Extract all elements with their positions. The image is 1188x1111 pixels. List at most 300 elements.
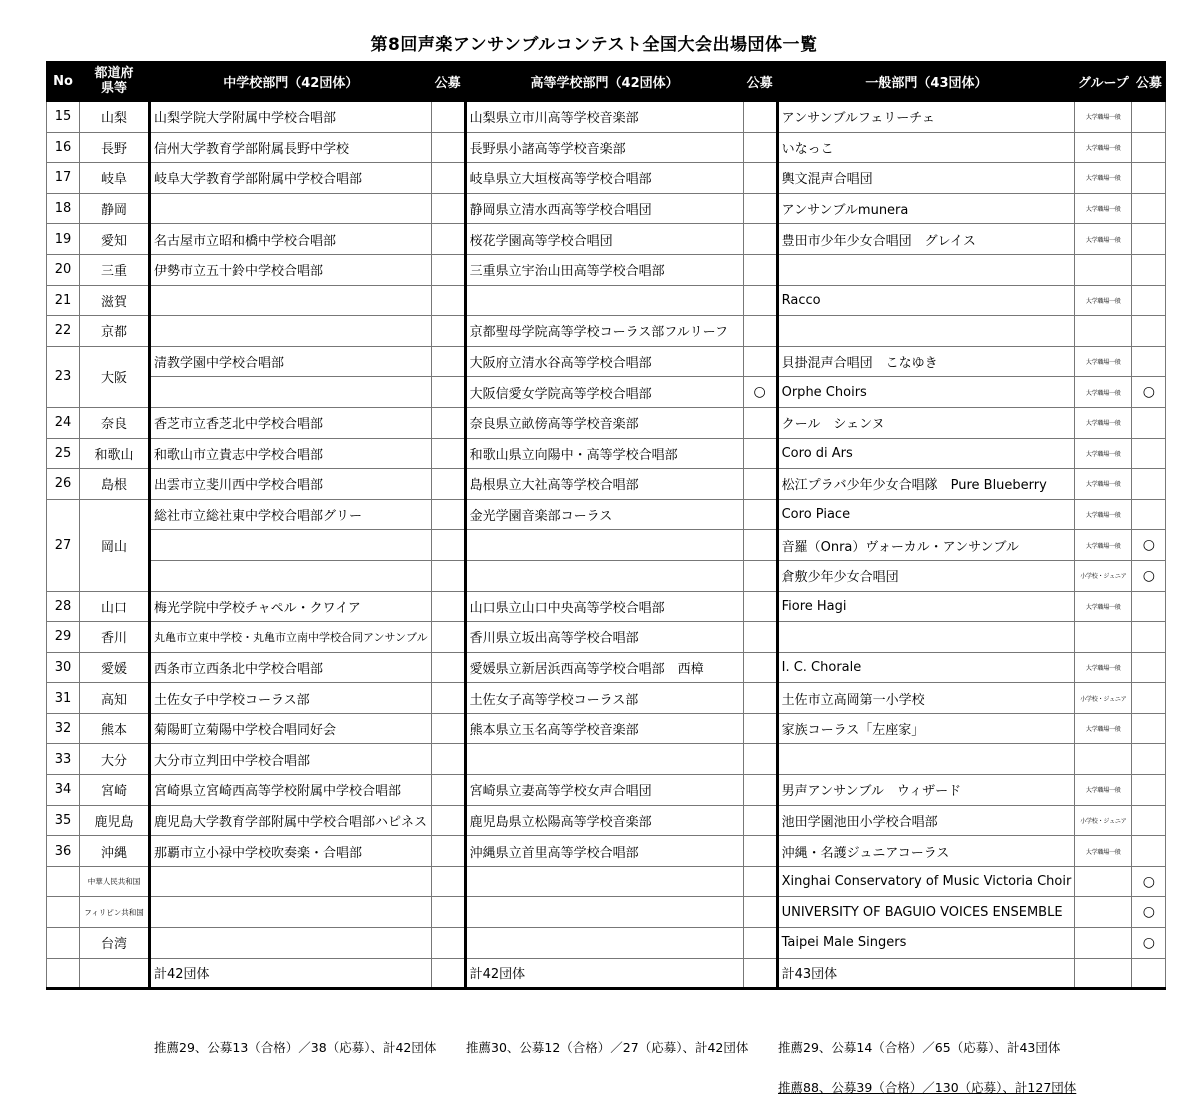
prefecture: 岡山: [80, 499, 150, 591]
high-open-mark: [743, 775, 777, 806]
prefecture: 宮崎: [80, 775, 150, 806]
high-open-mark: [743, 438, 777, 469]
table-row: [47, 622, 1166, 653]
prefecture: [80, 958, 150, 989]
group-category: 大学職場一般: [1075, 530, 1132, 561]
general-open-mark: [1132, 438, 1166, 469]
general-entry: 豊田市少年少女合唱団 グレイス: [777, 224, 1075, 255]
middle-open-mark: [431, 407, 465, 438]
prefecture: 高知: [80, 683, 150, 714]
row-number: 22: [47, 316, 80, 347]
high-open-mark: [743, 897, 777, 928]
general-open-mark: [1132, 346, 1166, 377]
table-row: [47, 163, 1166, 194]
table-row: [47, 102, 1166, 133]
general-entry: Coro di Ars: [777, 438, 1075, 469]
middle-open-mark: [431, 683, 465, 714]
row-number: 18: [47, 193, 80, 224]
high-open-mark: [743, 591, 777, 622]
middle-school-entry: 土佐女子中学校コーラス部: [150, 683, 432, 714]
row-number: 25: [47, 438, 80, 469]
row-number: 16: [47, 132, 80, 163]
summary-middle: 推薦29、公募13（合格）／38（応募）、計42団体: [154, 1040, 437, 1055]
general-entry: 倉敷少年少女合唱団: [777, 560, 1075, 591]
high-school-entry: [465, 530, 743, 561]
general-entry: 輿文混声合唱団: [777, 163, 1075, 194]
group-category: [1075, 958, 1132, 989]
header-pref: [80, 62, 150, 102]
row-number: 32: [47, 713, 80, 744]
group-category: 小学校・ジュニア: [1075, 805, 1132, 836]
row-number: 29: [47, 622, 80, 653]
high-school-entry: [465, 285, 743, 316]
group-category: 大学職場一般: [1075, 285, 1132, 316]
middle-open-mark: [431, 958, 465, 989]
table-row: [47, 652, 1166, 683]
prefecture: 長野: [80, 132, 150, 163]
row-number: 30: [47, 652, 80, 683]
table-row: [47, 530, 1166, 561]
high-school-entry: 山梨県立市川高等学校音楽部: [465, 102, 743, 133]
group-category: 大学職場一般: [1075, 713, 1132, 744]
prefecture: 静岡: [80, 193, 150, 224]
table-row: [47, 132, 1166, 163]
general-open-mark: [1132, 102, 1166, 133]
general-open-mark: [1132, 958, 1166, 989]
middle-open-mark: [431, 713, 465, 744]
high-open-mark: [743, 102, 777, 133]
general-open-mark: ○: [1132, 866, 1166, 897]
middle-open-mark: [431, 622, 465, 653]
high-open-mark: [743, 713, 777, 744]
middle-school-entry: 宮崎県立宮崎西高等学校附属中学校合唱部: [150, 775, 432, 806]
middle-open-mark: [431, 254, 465, 285]
high-open-mark: [743, 224, 777, 255]
general-entry: Fiore Hagi: [777, 591, 1075, 622]
group-category: 大学職場一般: [1075, 346, 1132, 377]
prefecture: 鹿児島: [80, 805, 150, 836]
middle-school-entry: 出雲市立斐川西中学校合唱部: [150, 469, 432, 500]
general-entry: アンサンブルフェリーチェ: [777, 102, 1075, 133]
prefecture: 台湾: [80, 928, 150, 959]
header-middle-open: 公募: [431, 62, 465, 102]
header-general-open: 公募: [1132, 62, 1166, 102]
table-row: [47, 224, 1166, 255]
general-open-mark: ○: [1132, 377, 1166, 408]
high-open-mark: [743, 285, 777, 316]
high-school-entry: 山口県立山口中央高等学校合唱部: [465, 591, 743, 622]
middle-open-mark: [431, 897, 465, 928]
high-school-entry: 香川県立坂出高等学校合唱部: [465, 622, 743, 653]
general-entry: 土佐市立高岡第一小学校: [777, 683, 1075, 714]
high-school-entry: 愛媛県立新居浜西高等学校合唱部 西樟: [465, 652, 743, 683]
middle-school-entry: [150, 377, 432, 408]
header-middle: 中学校部門（42団体）: [150, 62, 432, 102]
general-open-mark: [1132, 591, 1166, 622]
row-number: 23: [47, 346, 80, 407]
table-row: [47, 469, 1166, 500]
general-entry: Racco: [777, 285, 1075, 316]
group-category: 大学職場一般: [1075, 102, 1132, 133]
row-number: 19: [47, 224, 80, 255]
general-entry: 松江プラバ少年少女合唱隊 Pure Blueberry: [777, 469, 1075, 500]
general-open-mark: [1132, 316, 1166, 347]
high-open-mark: [743, 744, 777, 775]
middle-school-entry: [150, 316, 432, 347]
middle-school-entry: [150, 193, 432, 224]
group-category: 大学職場一般: [1075, 224, 1132, 255]
row-number: [47, 897, 80, 928]
general-open-mark: [1132, 683, 1166, 714]
row-number: 21: [47, 285, 80, 316]
high-open-mark: [743, 469, 777, 500]
general-entry: 計43団体: [777, 958, 1075, 989]
group-category: 大学職場一般: [1075, 193, 1132, 224]
table-row: [47, 591, 1166, 622]
middle-open-mark: [431, 744, 465, 775]
group-category: 大学職場一般: [1075, 438, 1132, 469]
high-school-entry: [465, 866, 743, 897]
general-open-mark: [1132, 132, 1166, 163]
high-open-mark: [743, 683, 777, 714]
middle-open-mark: [431, 102, 465, 133]
group-category: 小学校・ジュニア: [1075, 560, 1132, 591]
general-entry: 池田学園池田小学校合唱部: [777, 805, 1075, 836]
prefecture: 和歌山: [80, 438, 150, 469]
general-open-mark: [1132, 224, 1166, 255]
middle-school-entry: 丸亀市立東中学校・丸亀市立南中学校合同アンサンブル: [150, 622, 432, 653]
general-entry: Orphe Choirs: [777, 377, 1075, 408]
general-entry: 家族コーラス「左座家」: [777, 713, 1075, 744]
middle-open-mark: [431, 591, 465, 622]
middle-school-entry: 総社市立総社東中学校合唱部グリー: [150, 499, 432, 530]
middle-open-mark: [431, 469, 465, 500]
table-row: [47, 897, 1166, 928]
header-general: 一般部門（43団体）: [777, 62, 1075, 102]
middle-school-entry: 西条市立西条北中学校合唱部: [150, 652, 432, 683]
high-school-entry: 三重県立宇治山田高等学校合唱部: [465, 254, 743, 285]
table-row: [47, 254, 1166, 285]
general-open-mark: [1132, 775, 1166, 806]
general-entry: Xinghai Conservatory of Music Victoria Choir: [777, 866, 1075, 897]
general-entry: [777, 622, 1075, 653]
middle-school-entry: 山梨学院大学附属中学校合唱部: [150, 102, 432, 133]
row-number: [47, 866, 80, 897]
general-entry: UNIVERSITY OF BAGUIO VOICES ENSEMBLE: [777, 897, 1075, 928]
middle-school-entry: 伊勢市立五十鈴中学校合唱部: [150, 254, 432, 285]
middle-school-entry: 大分市立判田中学校合唱部: [150, 744, 432, 775]
table-row: [47, 713, 1166, 744]
high-open-mark: [743, 499, 777, 530]
general-open-mark: [1132, 193, 1166, 224]
middle-school-entry: 鹿児島大学教育学部附属中学校合唱部ハピネス: [150, 805, 432, 836]
prefecture: 大阪: [80, 346, 150, 407]
general-open-mark: [1132, 407, 1166, 438]
group-category: [1075, 316, 1132, 347]
middle-open-mark: [431, 836, 465, 867]
middle-open-mark: [431, 285, 465, 316]
general-open-mark: ○: [1132, 897, 1166, 928]
general-entry: 沖縄・名護ジュニアコーラス: [777, 836, 1075, 867]
middle-school-entry: [150, 285, 432, 316]
high-school-entry: 土佐女子高等学校コーラス部: [465, 683, 743, 714]
group-category: 大学職場一般: [1075, 775, 1132, 806]
general-open-mark: [1132, 499, 1166, 530]
high-open-mark: [743, 652, 777, 683]
prefecture: 熊本: [80, 713, 150, 744]
group-category: 大学職場一般: [1075, 407, 1132, 438]
group-category: 大学職場一般: [1075, 499, 1132, 530]
header-pref-label: 都道府県等: [94, 65, 134, 96]
high-school-entry: 熊本県立玉名高等学校音楽部: [465, 713, 743, 744]
high-school-entry: [465, 897, 743, 928]
row-number: 28: [47, 591, 80, 622]
general-entry: 男声アンサンブル ウィザード: [777, 775, 1075, 806]
middle-school-entry: 香芝市立香芝北中学校合唱部: [150, 407, 432, 438]
high-open-mark: [743, 560, 777, 591]
row-number: 31: [47, 683, 80, 714]
middle-open-mark: [431, 346, 465, 377]
high-open-mark: [743, 805, 777, 836]
group-category: [1075, 744, 1132, 775]
row-number: 17: [47, 163, 80, 194]
high-school-entry: 島根県立大社高等学校合唱部: [465, 469, 743, 500]
general-open-mark: ○: [1132, 530, 1166, 561]
general-open-mark: [1132, 469, 1166, 500]
group-category: 大学職場一般: [1075, 836, 1132, 867]
high-school-entry: 奈良県立畝傍高等学校音楽部: [465, 407, 743, 438]
high-school-entry: 長野県小諸高等学校音楽部: [465, 132, 743, 163]
high-open-mark: ○: [743, 377, 777, 408]
general-entry: クール シェンヌ: [777, 407, 1075, 438]
general-entry: 音羅（Onra）ヴォーカル・アンサンブル: [777, 530, 1075, 561]
prefecture: 滋賀: [80, 285, 150, 316]
prefecture: 中華人民共和国: [80, 866, 150, 897]
middle-open-mark: [431, 499, 465, 530]
table-header-row: [47, 62, 1166, 102]
high-open-mark: [743, 254, 777, 285]
high-school-entry: [465, 560, 743, 591]
high-open-mark: [743, 132, 777, 163]
high-open-mark: [743, 958, 777, 989]
table-row: [47, 407, 1166, 438]
general-open-mark: [1132, 652, 1166, 683]
row-number: 15: [47, 102, 80, 133]
middle-open-mark: [431, 132, 465, 163]
general-open-mark: [1132, 713, 1166, 744]
general-open-mark: [1132, 285, 1166, 316]
middle-school-entry: [150, 897, 432, 928]
middle-school-entry: 和歌山市立貴志中学校合唱部: [150, 438, 432, 469]
middle-school-entry: [150, 530, 432, 561]
prefecture: 山梨: [80, 102, 150, 133]
table-row: [47, 775, 1166, 806]
table-row: [47, 316, 1166, 347]
high-open-mark: [743, 407, 777, 438]
general-entry: いなっこ: [777, 132, 1075, 163]
general-open-mark: ○: [1132, 560, 1166, 591]
header-high-open: 公募: [743, 62, 777, 102]
middle-open-mark: [431, 560, 465, 591]
group-category: [1075, 928, 1132, 959]
middle-open-mark: [431, 316, 465, 347]
row-number: 36: [47, 836, 80, 867]
group-category: [1075, 897, 1132, 928]
prefecture: 山口: [80, 591, 150, 622]
table-row: [47, 866, 1166, 897]
general-entry: 貝掛混声合唱団 こなゆき: [777, 346, 1075, 377]
middle-school-entry: 清教学園中学校合唱部: [150, 346, 432, 377]
high-school-entry: 大阪府立清水谷高等学校合唱部: [465, 346, 743, 377]
prefecture: 沖縄: [80, 836, 150, 867]
high-school-entry: 静岡県立清水西高等学校合唱団: [465, 193, 743, 224]
table-row: [47, 438, 1166, 469]
middle-school-entry: [150, 928, 432, 959]
middle-school-entry: [150, 560, 432, 591]
high-open-mark: [743, 928, 777, 959]
row-number: 27: [47, 499, 80, 591]
prefecture: 岐阜: [80, 163, 150, 194]
high-school-entry: [465, 928, 743, 959]
prefecture: 京都: [80, 316, 150, 347]
middle-open-mark: [431, 377, 465, 408]
middle-open-mark: [431, 224, 465, 255]
general-open-mark: ○: [1132, 928, 1166, 959]
page-title: 第8回声楽アンサンブルコンテスト全国大会出場団体一覧: [370, 35, 818, 55]
general-open-mark: [1132, 836, 1166, 867]
middle-open-mark: [431, 193, 465, 224]
table-row: [47, 928, 1166, 959]
row-number: 33: [47, 744, 80, 775]
high-school-entry: 沖縄県立首里高等学校合唱部: [465, 836, 743, 867]
prefecture: 愛知: [80, 224, 150, 255]
middle-open-mark: [431, 163, 465, 194]
prefecture: フィリピン共和国: [80, 897, 150, 928]
header-high: 高等学校部門（42団体）: [465, 62, 743, 102]
high-school-entry: 金光学園音楽部コーラス: [465, 499, 743, 530]
prefecture: 島根: [80, 469, 150, 500]
high-open-mark: [743, 866, 777, 897]
table-row: [47, 346, 1166, 377]
group-category: [1075, 622, 1132, 653]
header-no: No: [47, 62, 80, 102]
group-category: [1075, 866, 1132, 897]
group-category: [1075, 254, 1132, 285]
general-open-mark: [1132, 163, 1166, 194]
middle-open-mark: [431, 928, 465, 959]
middle-school-entry: 岐阜大学教育学部附属中学校合唱部: [150, 163, 432, 194]
table-row: [47, 285, 1166, 316]
middle-open-mark: [431, 530, 465, 561]
general-open-mark: [1132, 744, 1166, 775]
table-row: [47, 499, 1166, 530]
general-entry: [777, 254, 1075, 285]
high-school-entry: 京都聖母学院高等学校コーラス部フルリーフ: [465, 316, 743, 347]
high-open-mark: [743, 622, 777, 653]
table-row: [47, 560, 1166, 591]
row-number: [47, 958, 80, 989]
middle-school-entry: 那覇市立小禄中学校吹奏楽・合唱部: [150, 836, 432, 867]
middle-open-mark: [431, 866, 465, 897]
general-entry: Taipei Male Singers: [777, 928, 1075, 959]
table-row: [47, 683, 1166, 714]
prefecture: 三重: [80, 254, 150, 285]
summary-grand-total: 推薦88、公募39（合格）／130（応募）、計127団体: [778, 1080, 1077, 1095]
high-open-mark: [743, 193, 777, 224]
middle-open-mark: [431, 438, 465, 469]
group-category: 大学職場一般: [1075, 163, 1132, 194]
table-row: [47, 836, 1166, 867]
high-school-entry: 鹿児島県立松陽高等学校音楽部: [465, 805, 743, 836]
middle-school-entry: 信州大学教育学部附属長野中学校: [150, 132, 432, 163]
high-school-entry: 和歌山県立向陽中・高等学校合唱部: [465, 438, 743, 469]
general-entry: [777, 316, 1075, 347]
group-category: 大学職場一般: [1075, 132, 1132, 163]
row-number: 34: [47, 775, 80, 806]
high-school-entry: 桜花学園高等学校合唱団: [465, 224, 743, 255]
high-school-entry: 大阪信愛女学院高等学校合唱部: [465, 377, 743, 408]
high-open-mark: [743, 346, 777, 377]
high-school-entry: 宮崎県立妻高等学校女声合唱団: [465, 775, 743, 806]
table-row: [47, 805, 1166, 836]
high-school-entry: 岐阜県立大垣桜高等学校合唱部: [465, 163, 743, 194]
general-entry: アンサンブルmunera: [777, 193, 1075, 224]
general-open-mark: [1132, 254, 1166, 285]
high-open-mark: [743, 316, 777, 347]
table-row: [47, 377, 1166, 408]
high-open-mark: [743, 836, 777, 867]
middle-open-mark: [431, 775, 465, 806]
general-entry: Coro Piace: [777, 499, 1075, 530]
group-category: 大学職場一般: [1075, 377, 1132, 408]
row-number: [47, 928, 80, 959]
general-open-mark: [1132, 805, 1166, 836]
prefecture: 大分: [80, 744, 150, 775]
table-row: [47, 193, 1166, 224]
middle-school-entry: 梅光学院中学校チャペル・クワイア: [150, 591, 432, 622]
participants-table: [46, 61, 1166, 990]
group-category: 大学職場一般: [1075, 469, 1132, 500]
row-number: 35: [47, 805, 80, 836]
prefecture: 香川: [80, 622, 150, 653]
summary-general: 推薦29、公募14（合格）／65（応募）、計43団体: [778, 1040, 1061, 1055]
high-school-entry: 計42団体: [465, 958, 743, 989]
row-number: 26: [47, 469, 80, 500]
middle-school-entry: 計42団体: [150, 958, 432, 989]
general-entry: [777, 744, 1075, 775]
summary-high: 推薦30、公募12（合格）／27（応募）、計42団体: [466, 1040, 749, 1055]
table-row: [47, 744, 1166, 775]
group-category: 小学校・ジュニア: [1075, 683, 1132, 714]
middle-school-entry: [150, 866, 432, 897]
group-category: 大学職場一般: [1075, 591, 1132, 622]
high-open-mark: [743, 530, 777, 561]
general-entry: I. C. Chorale: [777, 652, 1075, 683]
high-school-entry: [465, 744, 743, 775]
middle-school-entry: 名古屋市立昭和橋中学校合唱部: [150, 224, 432, 255]
middle-school-entry: 菊陽町立菊陽中学校合唱同好会: [150, 713, 432, 744]
table-row: [47, 958, 1166, 989]
group-category: 大学職場一般: [1075, 652, 1132, 683]
row-number: 20: [47, 254, 80, 285]
middle-open-mark: [431, 652, 465, 683]
header-group: グループ: [1075, 62, 1132, 102]
general-open-mark: [1132, 622, 1166, 653]
row-number: 24: [47, 407, 80, 438]
middle-open-mark: [431, 805, 465, 836]
prefecture: 愛媛: [80, 652, 150, 683]
prefecture: 奈良: [80, 407, 150, 438]
